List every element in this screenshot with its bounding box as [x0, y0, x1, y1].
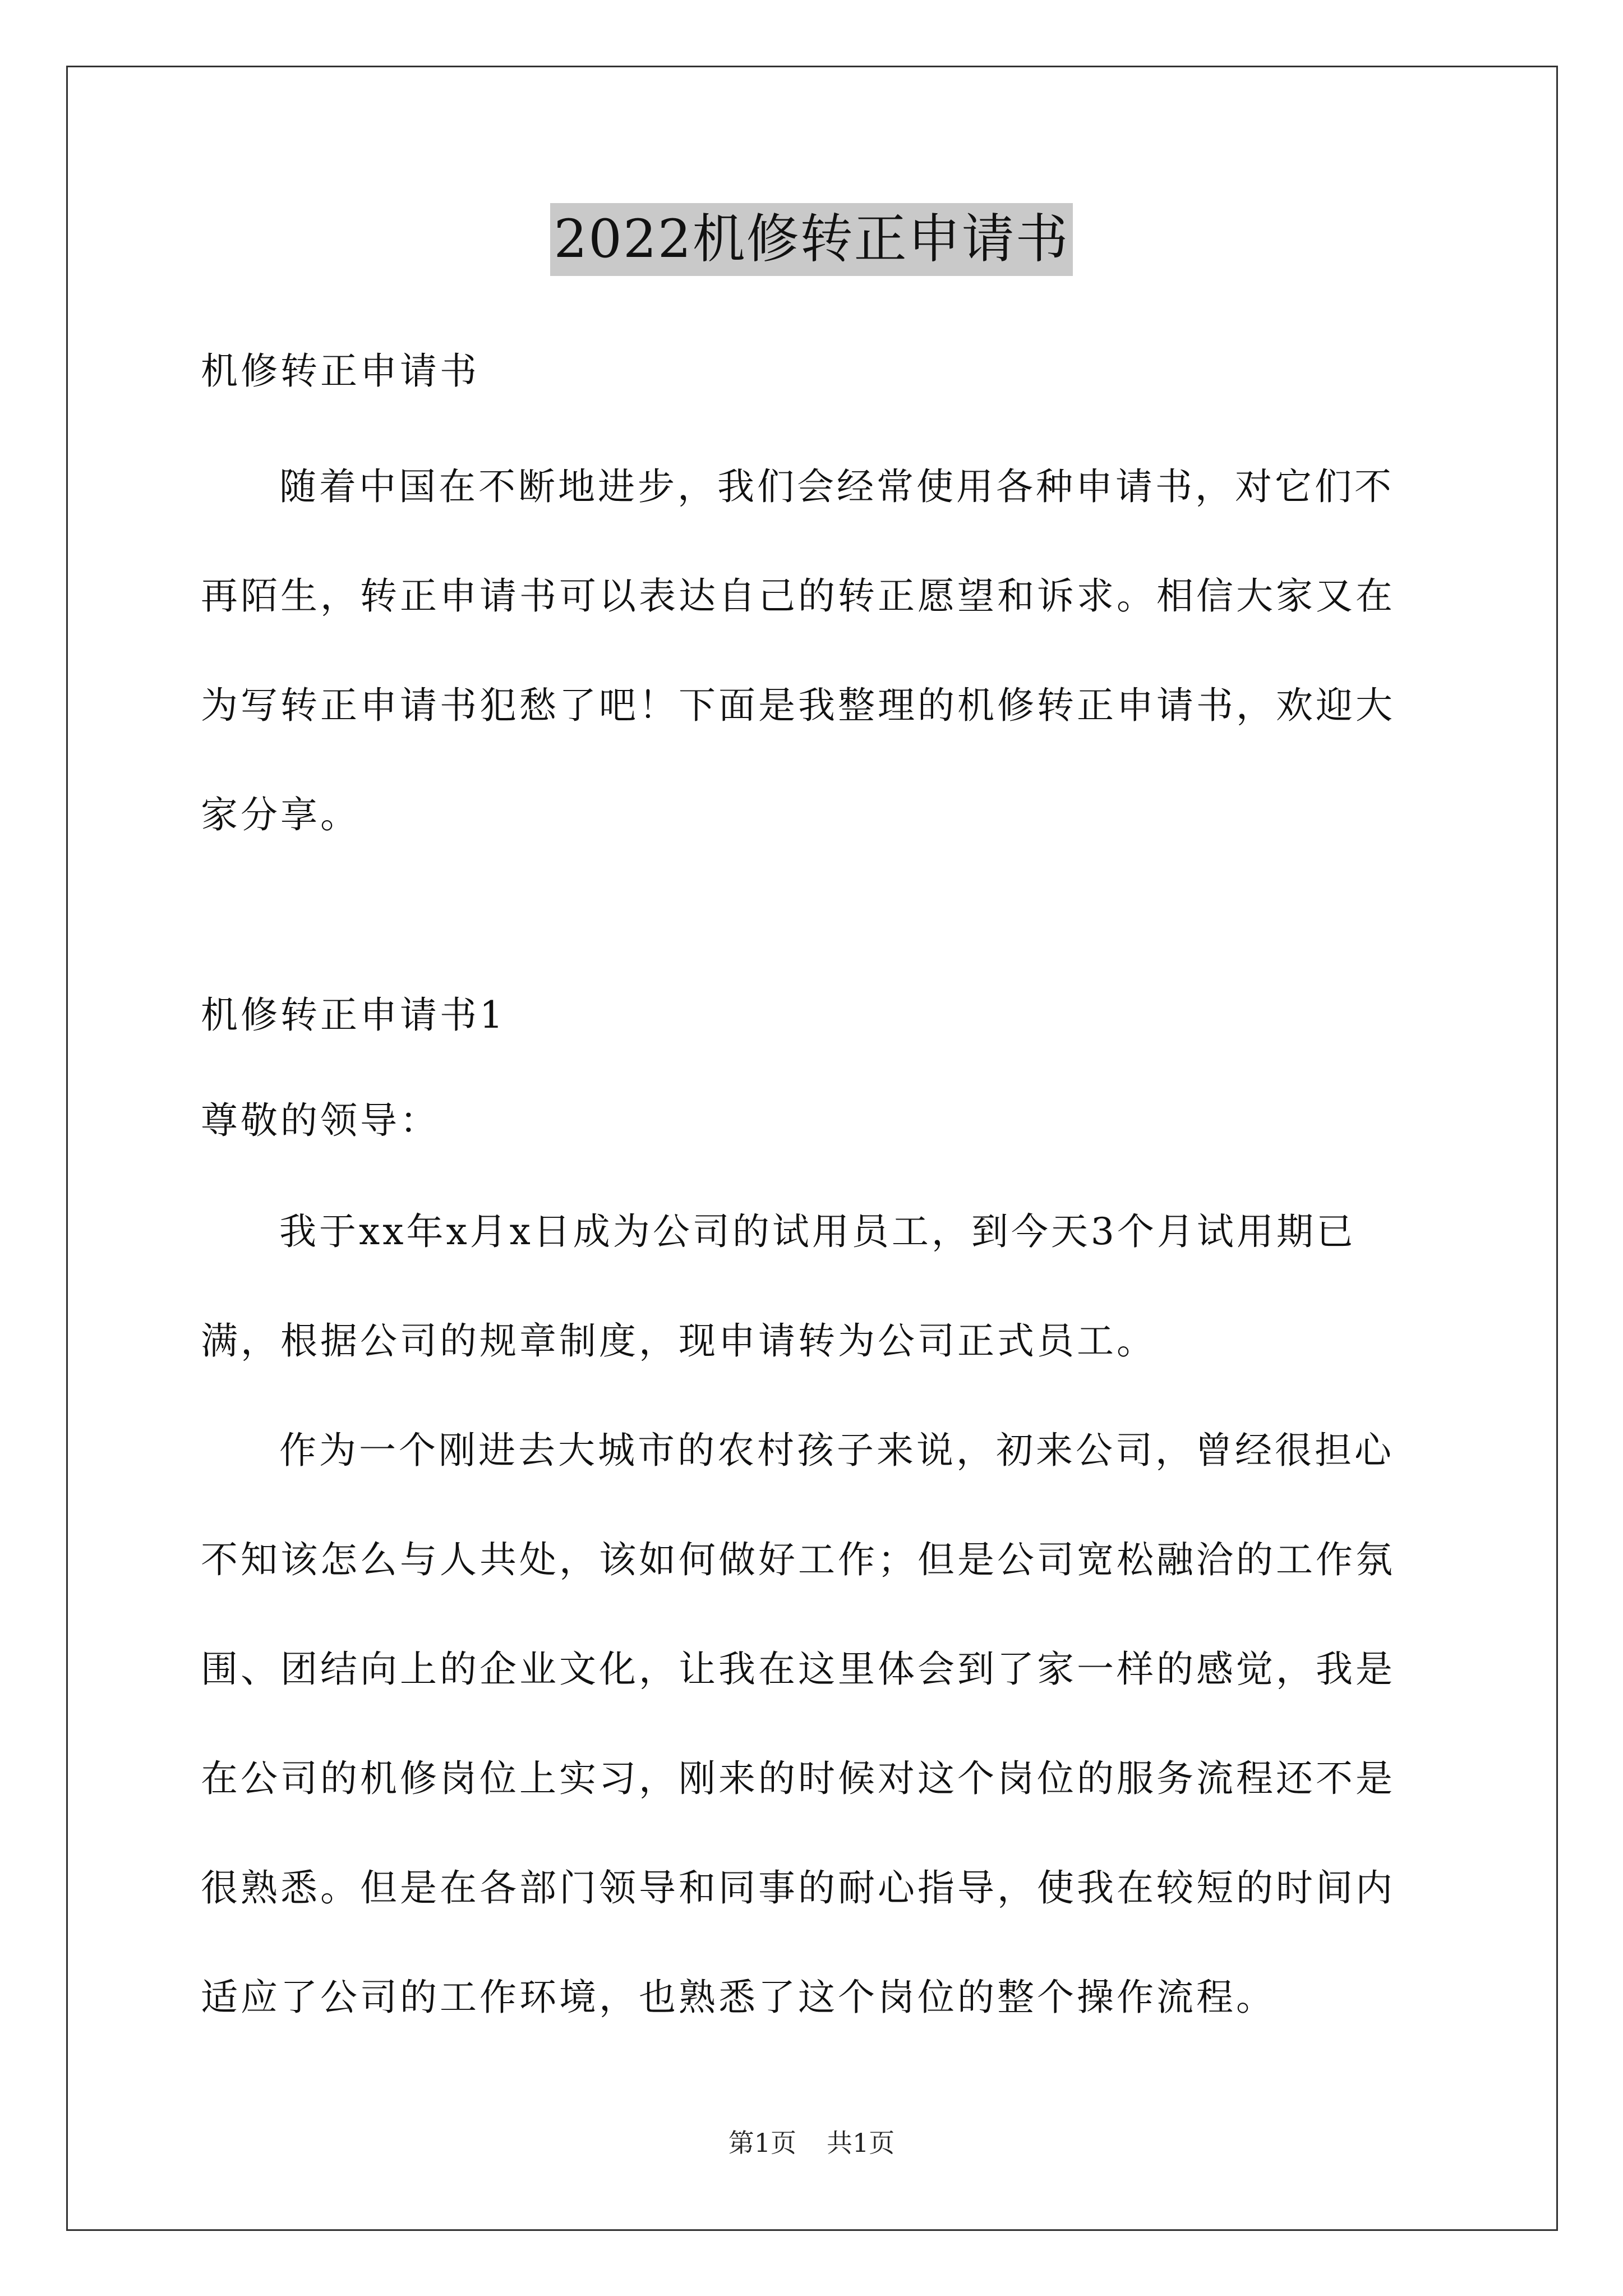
document-title: 2022机修转正申请书	[550, 203, 1072, 276]
paragraph-line: 作为一个刚进去大城市的农村孩子来说，初来公司，曾经很担心	[279, 1429, 1394, 1472]
document-title-wrapper	[0, 203, 1623, 276]
salutation: 尊敬的领导：	[201, 1099, 440, 1142]
intro-paragraph	[201, 432, 1423, 869]
paragraph-line: 很熟悉。但是在各部门领导和同事的耐心指导，使我在较短的时间内	[201, 1866, 1395, 1910]
paragraph-line: 适应了公司的工作环境，也熟悉了这个岗位的整个操作流程。	[201, 1976, 1276, 2019]
intro-line: 为写转正申请书犯愁了吧！下面是我整理的机修转正申请书，欢迎大	[201, 684, 1395, 727]
intro-line: 随着中国在不断地进步，我们会经常使用各种申请书，对它们不	[279, 465, 1394, 508]
page-total: 共1页	[827, 2128, 895, 2158]
paragraph-line: 不知该怎么与人共处，该如何做好工作；但是公司宽松融洽的工作氛	[201, 1538, 1395, 1581]
subtitle-block	[201, 343, 1423, 399]
section-heading-block	[201, 987, 1423, 1043]
section-heading: 机修转正申请书1	[201, 993, 506, 1037]
paragraph-2	[201, 1396, 1423, 2052]
intro-line: 家分享。	[201, 793, 360, 836]
paragraph-line: 我于xx年x月x日成为公司的试用员工，到今天3个月试用期已	[279, 1210, 1356, 1253]
intro-line: 再陌生，转正申请书可以表达自己的转正愿望和诉求。相信大家又在	[201, 574, 1395, 618]
page-footer	[0, 2126, 1623, 2160]
paragraph-line: 围、团结向上的企业文化，让我在这里体会到了家一样的感觉，我是	[201, 1648, 1395, 1691]
paragraph-1	[201, 1177, 1423, 1396]
document-subtitle: 机修转正申请书	[201, 349, 479, 393]
salutation-block	[201, 1093, 1423, 1149]
paragraph-line: 在公司的机修岗位上实习，刚来的时候对这个岗位的服务流程还不是	[201, 1757, 1395, 1800]
paragraph-line: 满，根据公司的规章制度，现申请转为公司正式员工。	[201, 1319, 1156, 1363]
page-number: 第1页	[728, 2128, 796, 2158]
